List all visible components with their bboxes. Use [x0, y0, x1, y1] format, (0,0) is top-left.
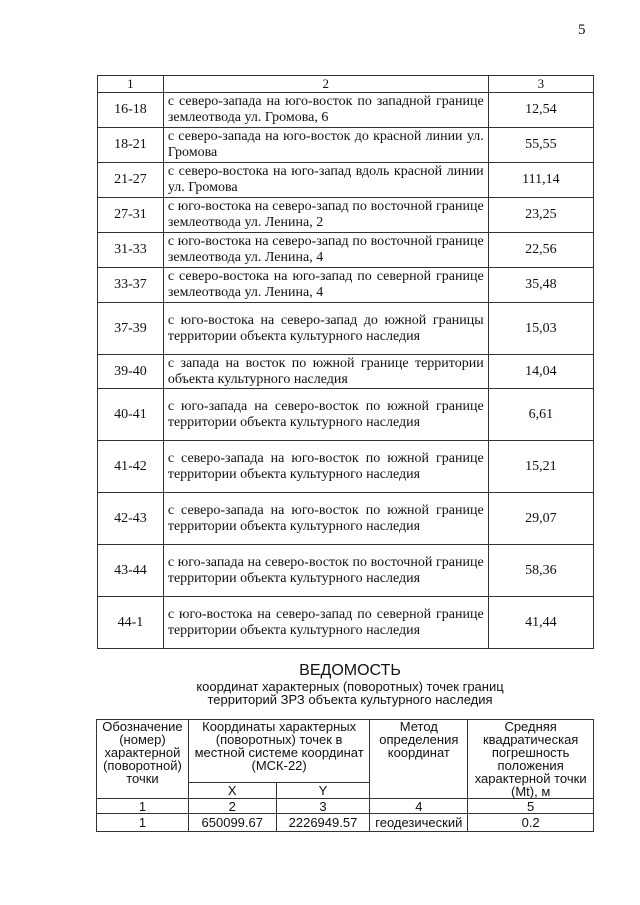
points-cell: 42-43	[98, 493, 164, 545]
boundary-row	[98, 268, 594, 303]
coordinates-table	[96, 719, 594, 832]
points-cell: 31-33	[98, 233, 164, 268]
boundary-row	[98, 128, 594, 163]
vedomost-title-block	[150, 662, 550, 706]
boundary-row	[98, 93, 594, 128]
length-cell: 35,48	[488, 268, 593, 303]
point-cell: 1	[97, 814, 189, 832]
boundary-row	[98, 597, 594, 649]
method-cell: геодезический	[370, 814, 468, 832]
point-id-header: Обозначение (номер) характерной (поворотной) точки	[97, 720, 189, 799]
boundary-table-header	[98, 76, 594, 93]
column-number: 1	[97, 799, 189, 814]
column-number: 2	[188, 799, 276, 814]
points-cell: 40-41	[98, 389, 164, 441]
x-header: X	[188, 782, 276, 798]
length-cell: 55,55	[488, 128, 593, 163]
description-cell: с юго-запада на северо-восток по южной границе территории объекта культурного наследия	[163, 389, 488, 441]
length-cell: 15,03	[488, 303, 593, 355]
points-cell: 16-18	[98, 93, 164, 128]
column-number: 4	[370, 799, 468, 814]
description-cell: с северо-востока на юго-запад вдоль красной линии ул. Громова	[163, 163, 488, 198]
header-cell: 2	[163, 76, 488, 93]
description-cell: с юго-запада на северо-восток по восточной границе территории объекта культурного наследия	[163, 545, 488, 597]
boundary-row	[98, 198, 594, 233]
x-cell: 650099.67	[188, 814, 276, 832]
points-cell: 33-37	[98, 268, 164, 303]
description-cell: с северо-запада на юго-восток до красной линии ул. Громова	[163, 128, 488, 163]
points-cell: 27-31	[98, 198, 164, 233]
description-cell: с юго-востока на северо-запад до южной границы территории объекта культурного наследия	[163, 303, 488, 355]
column-number: 5	[468, 799, 594, 814]
description-cell: с юго-востока на северо-запад по северной границе территории объекта культурного наследия	[163, 597, 488, 649]
vedomost-title: ВЕДОМОСТЬ	[299, 662, 401, 679]
points-cell: 21-27	[98, 163, 164, 198]
points-cell: 41-42	[98, 441, 164, 493]
accuracy-cell: 0.2	[468, 814, 594, 832]
description-cell: с юго-востока на северо-запад по восточной границе землеотвода ул. Ленина, 4	[163, 233, 488, 268]
boundary-row	[98, 303, 594, 355]
points-cell: 18-21	[98, 128, 164, 163]
description-cell: с юго-востока на северо-запад по восточной границе землеотвода ул. Ленина, 2	[163, 198, 488, 233]
column-numbers-row	[97, 799, 594, 814]
description-cell: с северо-запада на юго-восток по южной границе территории объекта культурного наследия	[163, 493, 488, 545]
coordinates-row	[97, 814, 594, 832]
boundary-row	[98, 389, 594, 441]
boundary-table	[97, 75, 594, 649]
vedomost-subtitle-line-1: координат характерных (поворотных) точек границ	[196, 679, 504, 694]
length-cell: 29,07	[488, 493, 593, 545]
points-cell: 43-44	[98, 545, 164, 597]
header-cell: 1	[98, 76, 164, 93]
points-cell: 39-40	[98, 355, 164, 389]
description-cell: с северо-запада на юго-восток по южной границе территории объекта культурного наследия	[163, 441, 488, 493]
accuracy-header: Средняя квадратическая погрешность положения характерной точки (Mt), м	[468, 720, 594, 799]
length-cell: 58,36	[488, 545, 593, 597]
boundary-row	[98, 163, 594, 198]
points-cell: 37-39	[98, 303, 164, 355]
y-cell: 2226949.57	[276, 814, 370, 832]
boundary-row	[98, 355, 594, 389]
length-cell: 14,04	[488, 355, 593, 389]
length-cell: 41,44	[488, 597, 593, 649]
coordinates-header: Координаты характерных (поворотных) точек в местной системе координат (МСК-22)	[188, 720, 369, 783]
points-cell: 44-1	[98, 597, 164, 649]
length-cell: 23,25	[488, 198, 593, 233]
boundary-row	[98, 493, 594, 545]
vedomost-subtitle-line-2: территорий ЗРЗ объекта культурного наследия	[207, 692, 493, 707]
description-cell: с запада на восток по южной границе территории объекта культурного наследия	[163, 355, 488, 389]
boundary-row	[98, 545, 594, 597]
length-cell: 12,54	[488, 93, 593, 128]
length-cell: 15,21	[488, 441, 593, 493]
description-cell: с северо-востока на юго-запад по северной границе землеотвода ул. Ленина, 4	[163, 268, 488, 303]
method-header: Метод определения координат	[370, 720, 468, 799]
length-cell: 6,61	[488, 389, 593, 441]
page-number: 5	[578, 22, 586, 38]
length-cell: 111,14	[488, 163, 593, 198]
length-cell: 22,56	[488, 233, 593, 268]
boundary-row	[98, 441, 594, 493]
boundary-row	[98, 233, 594, 268]
description-cell: с северо-запада на юго-восток по западной границе землеотвода ул. Громова, 6	[163, 93, 488, 128]
header-cell: 3	[488, 76, 593, 93]
y-header: Y	[276, 782, 370, 798]
column-number: 3	[276, 799, 370, 814]
